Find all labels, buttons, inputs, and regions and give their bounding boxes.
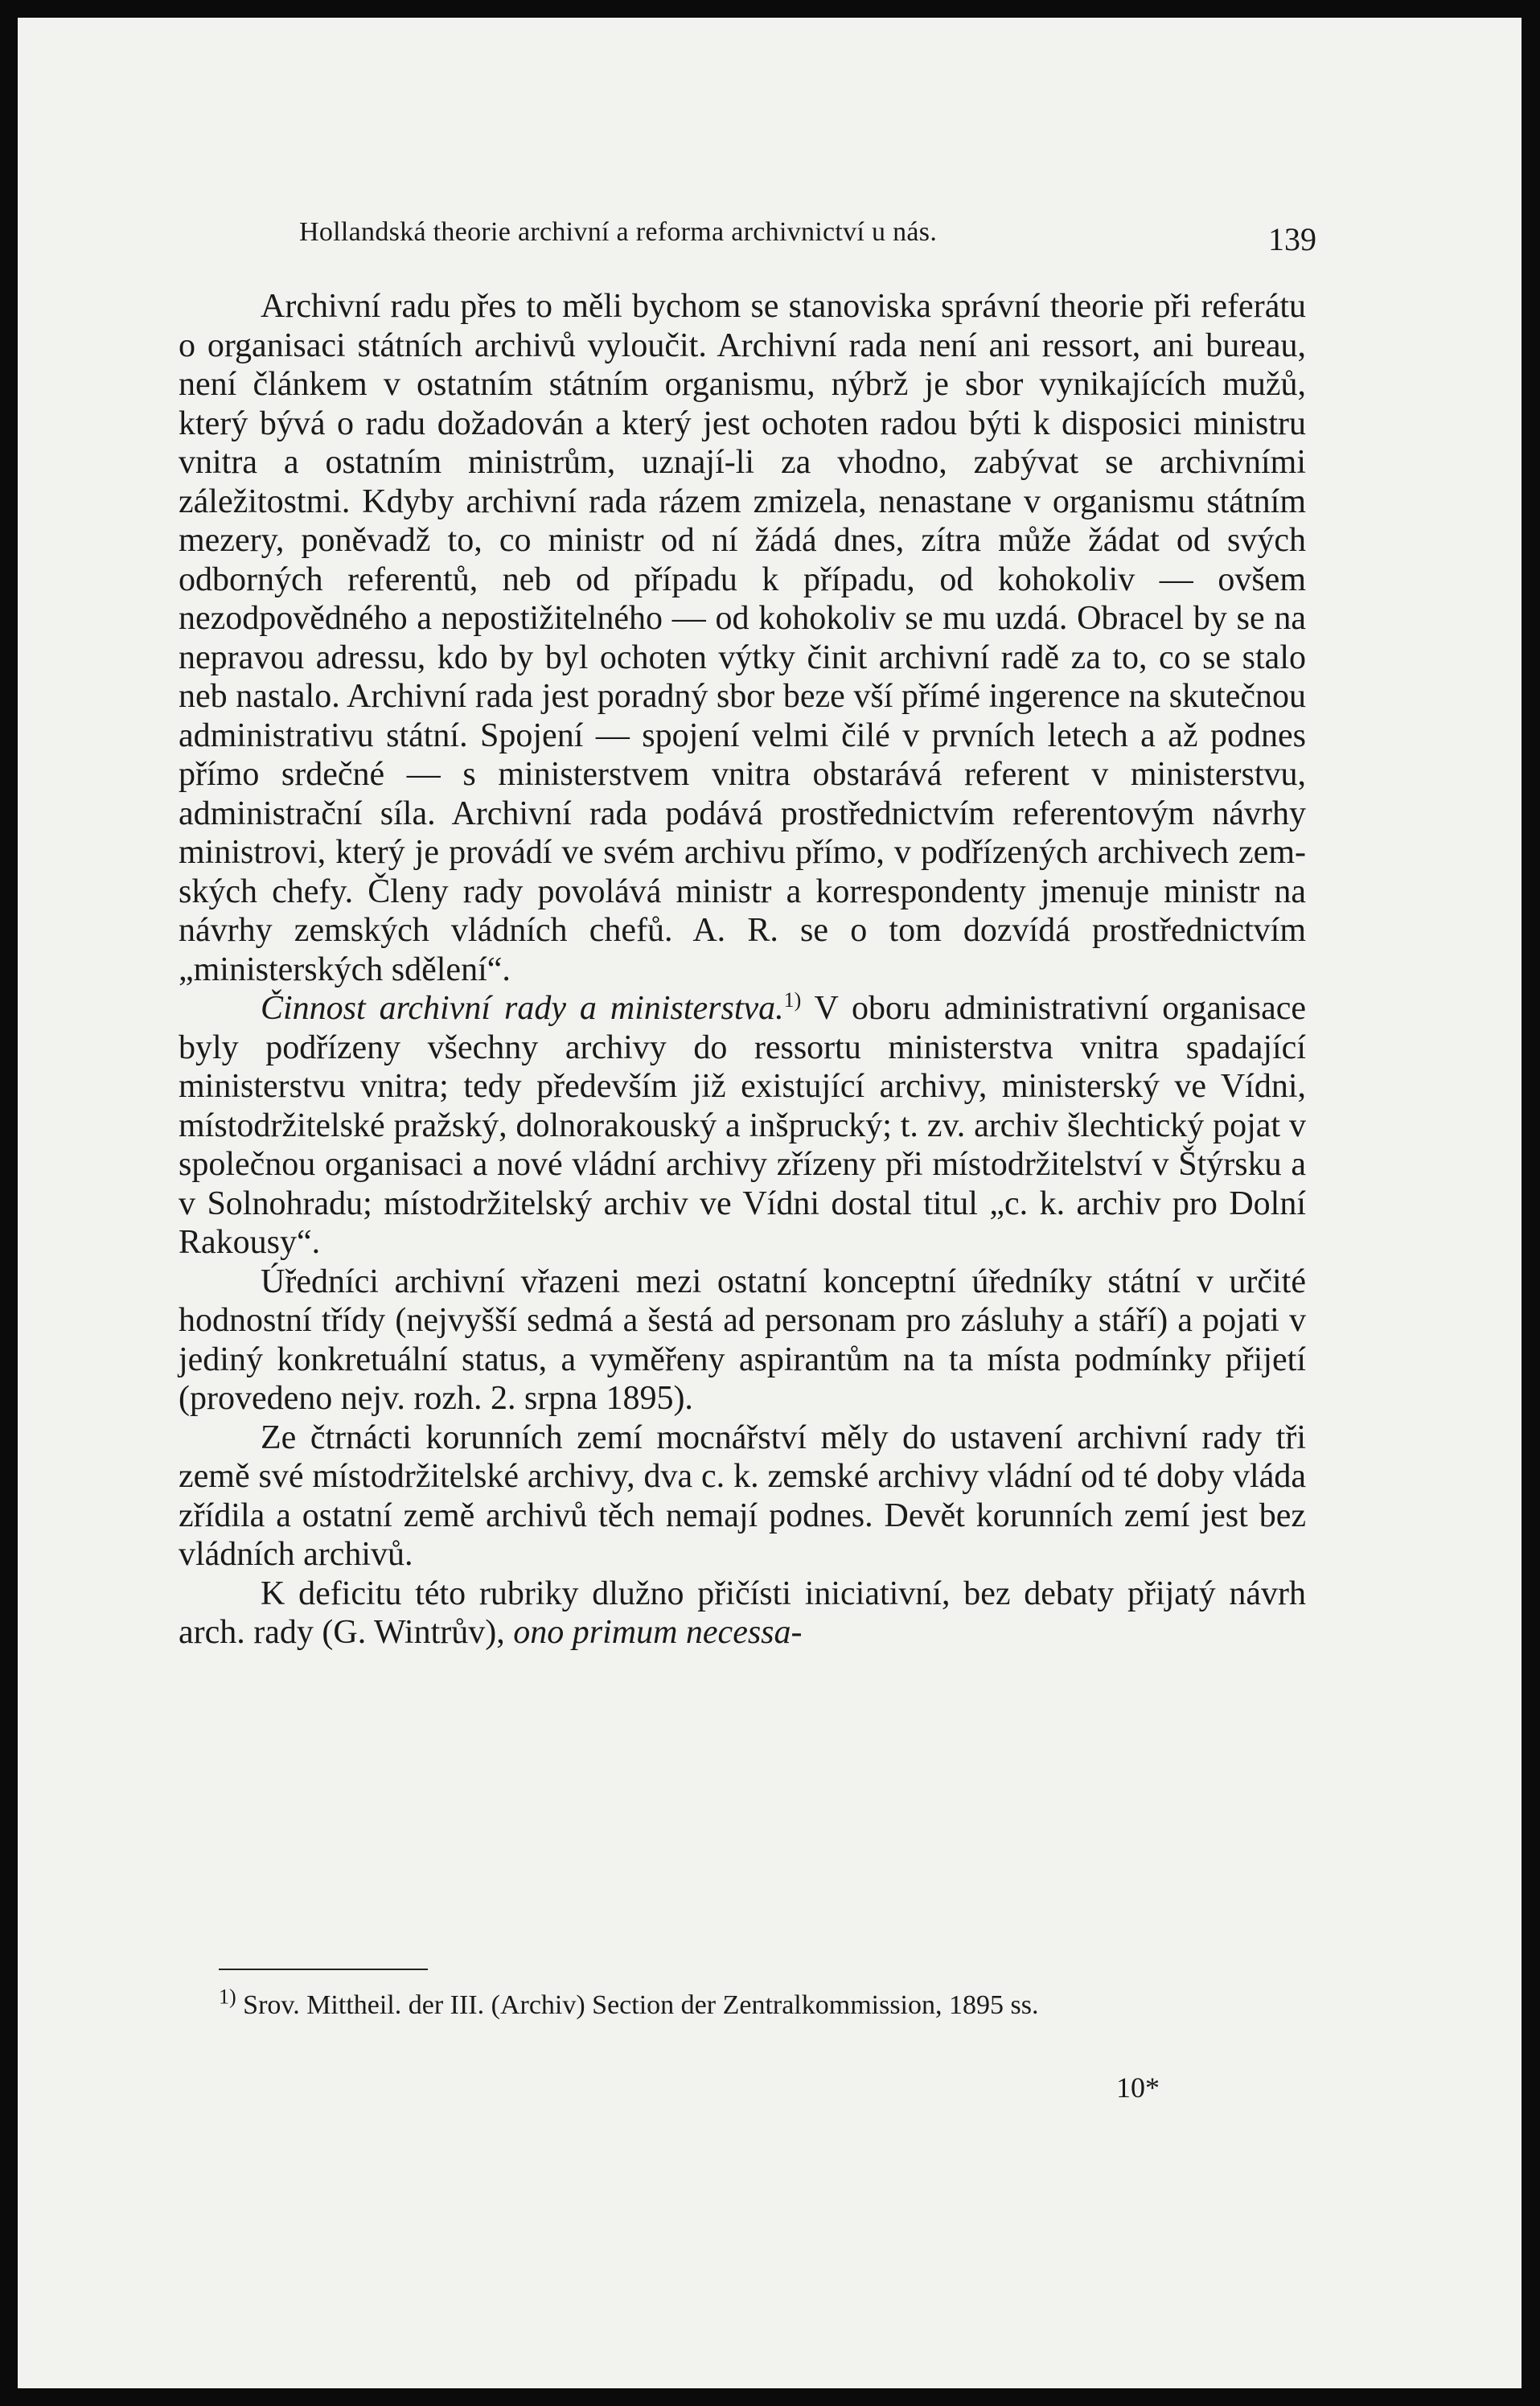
- paragraph-1: Archivní radu přes to měli bychom se stanoviska správní theorie při referátu o organisaci státních archivů vyloučit. Archivní rada není ani ressort, ani bureau, není článkem v ostatním státním organismu, nýbrž je sbor vynikajících mužů, který bývá o radu dožadován a který jest ochoten radou býti k disposici ministru vnitra a ostatním ministrům, uznají-li za vhodno, zabývat se archivními záležitostmi. Kdyby archivní rada rázem zmizela, nenastane v organismu státním mezery, poněvadž to, co ministr od ní žádá dnes, zítra může žádat od svých odborných referentů, neb od případu k případu, od kohokoliv — ovšem nezodpovědného a nepostižitelného — od kohokoliv se mu uzdá. Obracel by se na nepravou adressu, kdo by byl ochoten výtky činit archivní radě za to, co se stalo neb nastalo. Archivní rada jest poradný sbor beze vší přímé ingerence na skutečnou administrativu státní. Spojení — spojení velmi čilé v prvních letech a až podnes přímo srdečné — s ministerstvem vnitra obstarává referent v ministerstvu, administrační síla. Archivní rada podává prostřednictvím referentovým návrhy ministrovi, který je provádí ve svém archivu přímo, v podřízených archivech zemských chefy. Členy rady povolává ministr a korrespondenty jmenuje ministr na návrhy zemských vládních chefů. A. R. se o tom dozvídá prostřednictvím „ministerských sdělení“.: [179, 288, 1306, 988]
- page-number: 139: [1268, 221, 1316, 257]
- footnote-ref[interactable]: 1): [783, 988, 802, 1012]
- paragraph-5-text: K deficitu této rubriky dlužno přičísti iniciativní, bez debaty přijatý návrh arch. rady (G. Wintrův),: [179, 1575, 1306, 1651]
- section-heading: Činnost archivní rady a ministerstva.: [261, 990, 784, 1027]
- page: [18, 18, 1522, 2388]
- running-title: Hollandská theorie archivní a reforma archivnictví u nás.: [299, 217, 938, 247]
- signature-mark: 10*: [1116, 2071, 1160, 2104]
- paragraph-2-text: V oboru administrativní organisace byly podřízeny všechny archivy do ressortu ministerstva vnitra spadající ministerstvu vnitra; tedy především již existující archivy, ministerský ve Vídni, místodržitelské pražský, dolnorakouský a inšprucký; t. zv. archiv šlechtický pojat v společnou organisaci a nové vládní archivy zřízeny při místodržitelství v Štýrsku a v Solnohradu; místodržitelský archiv ve Vídni dostal titul „c. k. archiv pro Dolní Rakousy“.: [179, 990, 1306, 1261]
- footnote-rule: [219, 1969, 428, 1970]
- body-text: [179, 287, 1306, 1653]
- paragraph-4: Ze čtrnácti korunních zemí mocnářství měly do ustavení archivní rady tři země své místodržitelské archivy, dva c. k. zemské archivy vládní od té doby vláda zřídila a ostatní země archivů těch nemají podnes. Devět korunních zemí jest bez vládních archivů.: [179, 1419, 1306, 1573]
- footnote-text: Srov. Mittheil. der III. (Archiv) Section der Zentralkommission, 1895 ss.: [236, 1990, 1039, 2020]
- paragraph-2: [179, 989, 1306, 1263]
- footnote-mark: 1): [219, 1985, 236, 2009]
- paragraph-5: [179, 1575, 1306, 1653]
- paragraph-3: Úředníci archivní vřazeni mezi ostatní konceptní úředníky státní v určité hodnostní třídy (nejvyšší sedmá a šestá ad personam pro zásluhy a stáří) a pojati v jediný konkretuální status, a vyměřeny aspirantům na ta místa podmínky přijetí (provedeno nejv. rozh. 2. srpna 1895).: [179, 1263, 1306, 1417]
- footnote: [219, 1985, 1304, 2022]
- running-header: [283, 217, 1316, 265]
- paragraph-5-italic: ono primum necessa-: [513, 1614, 803, 1651]
